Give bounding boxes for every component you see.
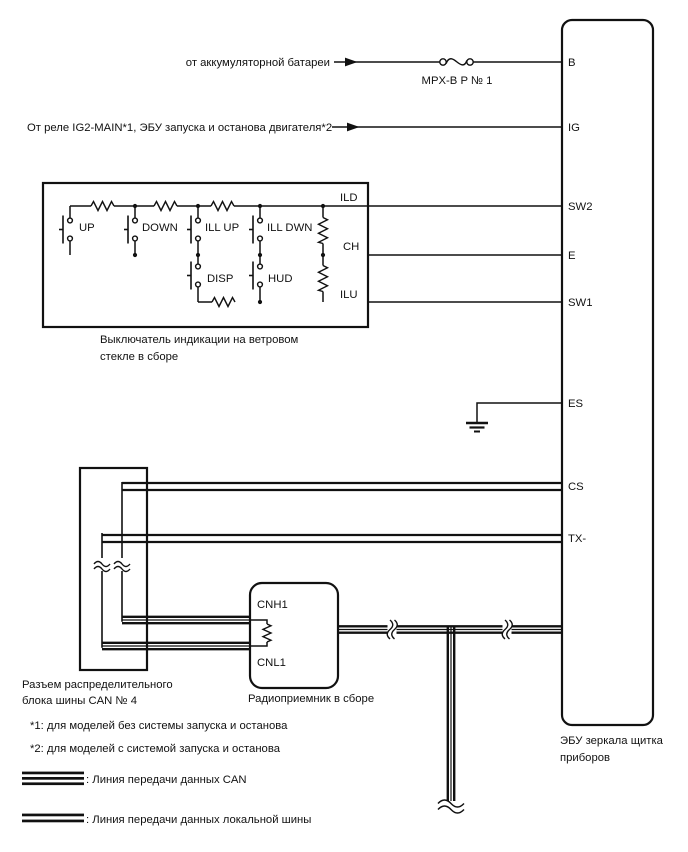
ecu-pin-label-e: E <box>568 250 576 262</box>
switch-assembly-caption-line1: Выключатель индикации на ветровом <box>100 334 299 346</box>
switch-disp-label: DISP <box>207 273 234 285</box>
radio-pin-cnh1: CNH1 <box>257 599 288 611</box>
junction-dot <box>133 253 137 257</box>
ecu-pin-label-cs: CS <box>568 481 584 493</box>
switch-up-label: UP <box>79 222 95 234</box>
junction-dot <box>258 300 262 304</box>
switch-hud-label: HUD <box>268 273 293 285</box>
junction-dot <box>258 204 262 208</box>
ecu-pin-label-sw2: SW2 <box>568 201 593 213</box>
legend-item-can <box>22 772 247 786</box>
legend-can-label: : Линия передачи данных CAN <box>86 774 247 786</box>
ig-label: От реле IG2-MAIN*1, ЭБУ запуска и останова двигателя*2 <box>27 122 333 134</box>
fuse-terminal <box>467 59 473 65</box>
terminal-label-ild: ILD <box>340 192 358 204</box>
can-bus-line-cnh <box>122 617 250 623</box>
battery-label: от аккумуляторной батареи <box>185 57 330 69</box>
junction-caption-line1: Разъем распределительного <box>22 679 173 691</box>
fuse-label: MPX-B P № 1 <box>421 75 493 87</box>
terminal-label-ilu: ILU <box>340 289 358 301</box>
can-bus-triple-line-icon <box>22 777 84 780</box>
local-bus-double-line-icon <box>22 820 84 823</box>
junction-dot <box>321 253 325 257</box>
radio-pin-cnl1: CNL1 <box>257 657 286 669</box>
junction-caption-line2: блока шины CAN № 4 <box>22 695 137 707</box>
ecu-pin-label-tx: TX- <box>568 533 587 545</box>
switch-ill-up-label: ILL UP <box>205 222 240 234</box>
fuse-terminal <box>440 59 446 65</box>
junction-dot <box>258 253 262 257</box>
switch-down-label: DOWN <box>142 222 178 234</box>
junction-dot <box>133 204 137 208</box>
radio-caption: Радиоприемник в сборе <box>248 693 375 705</box>
footnote-1: *1: для моделей без системы запуска и останова <box>30 720 288 732</box>
junction-dot <box>321 204 325 208</box>
ecu-pin-label-ig: IG <box>568 122 580 134</box>
switch-ill-dwn-label: ILL DWN <box>267 222 313 234</box>
can-bus-line-cnl <box>102 643 250 649</box>
ecu-pin-label-b: B <box>568 57 576 69</box>
switch-assembly-caption-line2: стекле в сборе <box>100 351 179 363</box>
junction-dot <box>196 253 200 257</box>
can-bus-triple-line-icon <box>22 772 84 775</box>
terminal-label-ch: CH <box>343 241 360 253</box>
junction-dot <box>196 204 200 208</box>
legend-local-bus-label: : Линия передачи данных локальной шины <box>86 814 312 826</box>
ecu-pin-label-sw1: SW1 <box>568 297 593 309</box>
local-bus-double-line-icon <box>22 814 84 817</box>
can-bus-triple-line-icon <box>22 782 84 785</box>
ecu-caption-line1: ЭБУ зеркала щитка <box>560 735 663 747</box>
ecu-caption-line2: приборов <box>560 752 611 764</box>
ecu-pin-label-es: ES <box>568 398 584 410</box>
footnote-2: *2: для моделей с системой запуска и останова <box>30 743 280 755</box>
